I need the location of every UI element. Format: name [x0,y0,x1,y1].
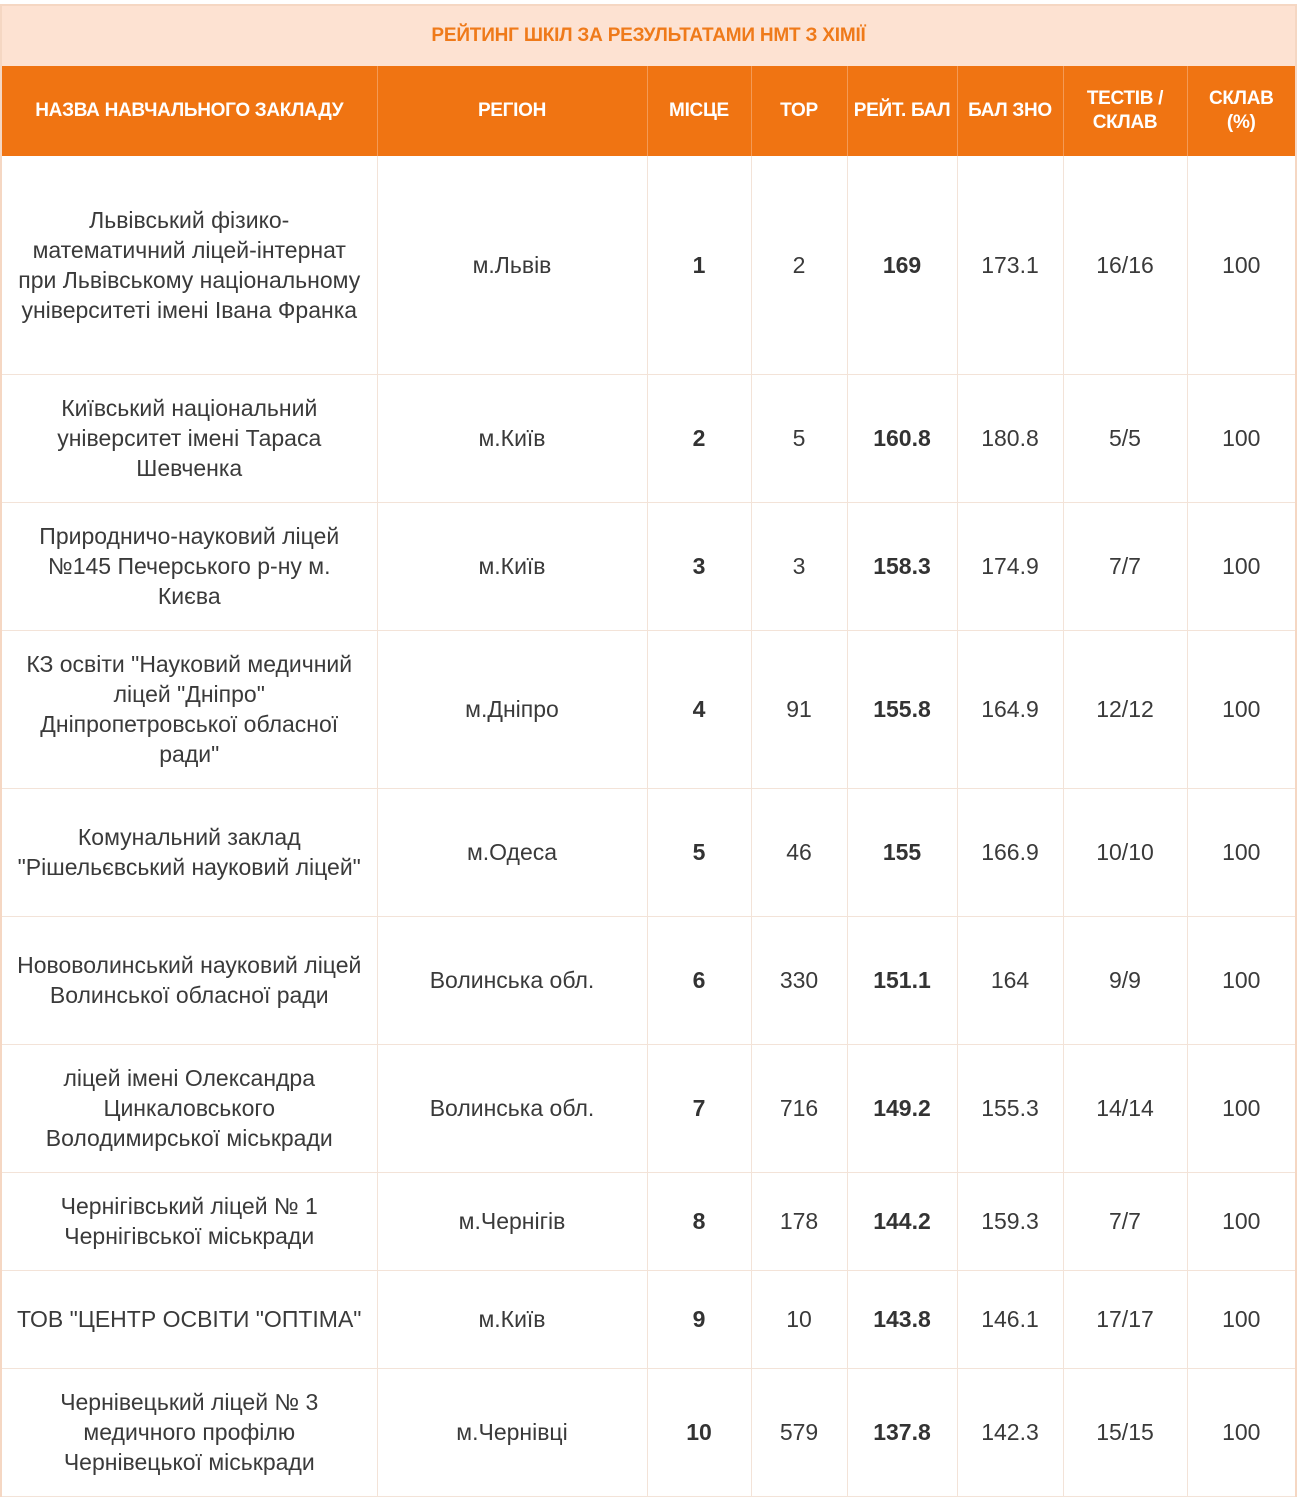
score-cell: 144.2 [847,1172,957,1270]
percent-cell: 100 [1187,374,1295,502]
zno-cell: 173.1 [957,156,1063,374]
place-cell: 5 [647,788,751,916]
score-cell: 169 [847,156,957,374]
school-name: Комунальний заклад "Рішельєвський науковий ліцей" [2,788,377,916]
header-tests: ТЕСТІВ / СКЛАВ [1063,66,1187,156]
percent-cell: 100 [1187,916,1295,1044]
header-percent: СКЛАВ (%) [1187,66,1295,156]
header-place: МІСЦЕ [647,66,751,156]
top-cell: 5 [751,374,847,502]
school-name: ТОВ "ЦЕНТР ОСВІТИ "ОПТІМА" [2,1270,377,1368]
tests-cell: 17/17 [1063,1270,1187,1368]
school-name: Чернівецький ліцей № 3 медичного профілю Чернівецької міськради [2,1368,377,1496]
score-cell: 155.8 [847,630,957,788]
region-cell: м.Київ [377,1270,647,1368]
score-cell: 155 [847,788,957,916]
region-cell: Волинська обл. [377,916,647,1044]
region-cell: м.Київ [377,374,647,502]
ranking-table-container [0,4,1297,1497]
percent-cell: 100 [1187,1270,1295,1368]
zno-cell: 164 [957,916,1063,1044]
top-cell: 2 [751,156,847,374]
place-cell: 8 [647,1172,751,1270]
school-name: Львівський фізико-математичний ліцей-інтернат при Львівському національному університеті імені Івана Франка [2,156,377,374]
zno-cell: 155.3 [957,1044,1063,1172]
top-cell: 46 [751,788,847,916]
zno-cell: 174.9 [957,502,1063,630]
zno-cell: 146.1 [957,1270,1063,1368]
percent-cell: 100 [1187,1172,1295,1270]
zno-cell: 164.9 [957,630,1063,788]
place-cell: 1 [647,156,751,374]
score-cell: 151.1 [847,916,957,1044]
table-row [2,502,1295,630]
top-cell: 330 [751,916,847,1044]
percent-cell: 100 [1187,1368,1295,1496]
tests-cell: 7/7 [1063,1172,1187,1270]
score-cell: 158.3 [847,502,957,630]
tests-cell: 5/5 [1063,374,1187,502]
zno-cell: 142.3 [957,1368,1063,1496]
region-cell: м.Чернігів [377,1172,647,1270]
top-cell: 10 [751,1270,847,1368]
tests-cell: 16/16 [1063,156,1187,374]
header-score: РЕЙТ. БАЛ [847,66,957,156]
percent-cell: 100 [1187,788,1295,916]
score-cell: 143.8 [847,1270,957,1368]
place-cell: 4 [647,630,751,788]
region-cell: м.Одеса [377,788,647,916]
tests-cell: 14/14 [1063,1044,1187,1172]
table-row [2,916,1295,1044]
top-cell: 91 [751,630,847,788]
school-name: Нововолинський науковий ліцей Волинської обласної ради [2,916,377,1044]
place-cell: 3 [647,502,751,630]
region-cell: Волинська обл. [377,1044,647,1172]
header-name: НАЗВА НАВЧАЛЬНОГО ЗАКЛАДУ [2,66,377,156]
tests-cell: 12/12 [1063,630,1187,788]
region-cell: м.Чернівці [377,1368,647,1496]
percent-cell: 100 [1187,630,1295,788]
school-name: Чернігівський ліцей № 1 Чернігівської міськради [2,1172,377,1270]
percent-cell: 100 [1187,1044,1295,1172]
place-cell: 7 [647,1044,751,1172]
region-cell: м.Дніпро [377,630,647,788]
score-cell: 149.2 [847,1044,957,1172]
tests-cell: 15/15 [1063,1368,1187,1496]
table-caption: РЕЙТИНГ ШКІЛ ЗА РЕЗУЛЬТАТАМИ НМТ З ХІМІЇ [2,4,1295,66]
header-top: TOP [751,66,847,156]
score-cell: 160.8 [847,374,957,502]
table-row [2,1044,1295,1172]
top-cell: 579 [751,1368,847,1496]
place-cell: 6 [647,916,751,1044]
table-row [2,788,1295,916]
percent-cell: 100 [1187,156,1295,374]
zno-cell: 180.8 [957,374,1063,502]
top-cell: 716 [751,1044,847,1172]
tests-cell: 9/9 [1063,916,1187,1044]
table-row [2,156,1295,374]
header-row [2,66,1295,156]
top-cell: 178 [751,1172,847,1270]
table-row [2,1270,1295,1368]
school-name: Київський національний університет імені Тараса Шевченка [2,374,377,502]
percent-cell: 100 [1187,502,1295,630]
school-name: КЗ освіти "Науковий медичний ліцей "Дніпро" Дніпропетровської обласної ради" [2,630,377,788]
zno-cell: 166.9 [957,788,1063,916]
region-cell: м.Київ [377,502,647,630]
place-cell: 9 [647,1270,751,1368]
top-cell: 3 [751,502,847,630]
school-name: ліцей імені Олександра Цинкаловського Володимирської міськради [2,1044,377,1172]
header-zno: БАЛ ЗНО [957,66,1063,156]
table-row [2,374,1295,502]
zno-cell: 159.3 [957,1172,1063,1270]
table-row [2,1172,1295,1270]
score-cell: 137.8 [847,1368,957,1496]
school-name: Природничо-науковий ліцей №145 Печерського р-ну м. Києва [2,502,377,630]
region-cell: м.Львів [377,156,647,374]
ranking-table [2,66,1295,1497]
table-row [2,630,1295,788]
table-row [2,1368,1295,1496]
place-cell: 10 [647,1368,751,1496]
header-region: РЕГІОН [377,66,647,156]
place-cell: 2 [647,374,751,502]
tests-cell: 7/7 [1063,502,1187,630]
tests-cell: 10/10 [1063,788,1187,916]
